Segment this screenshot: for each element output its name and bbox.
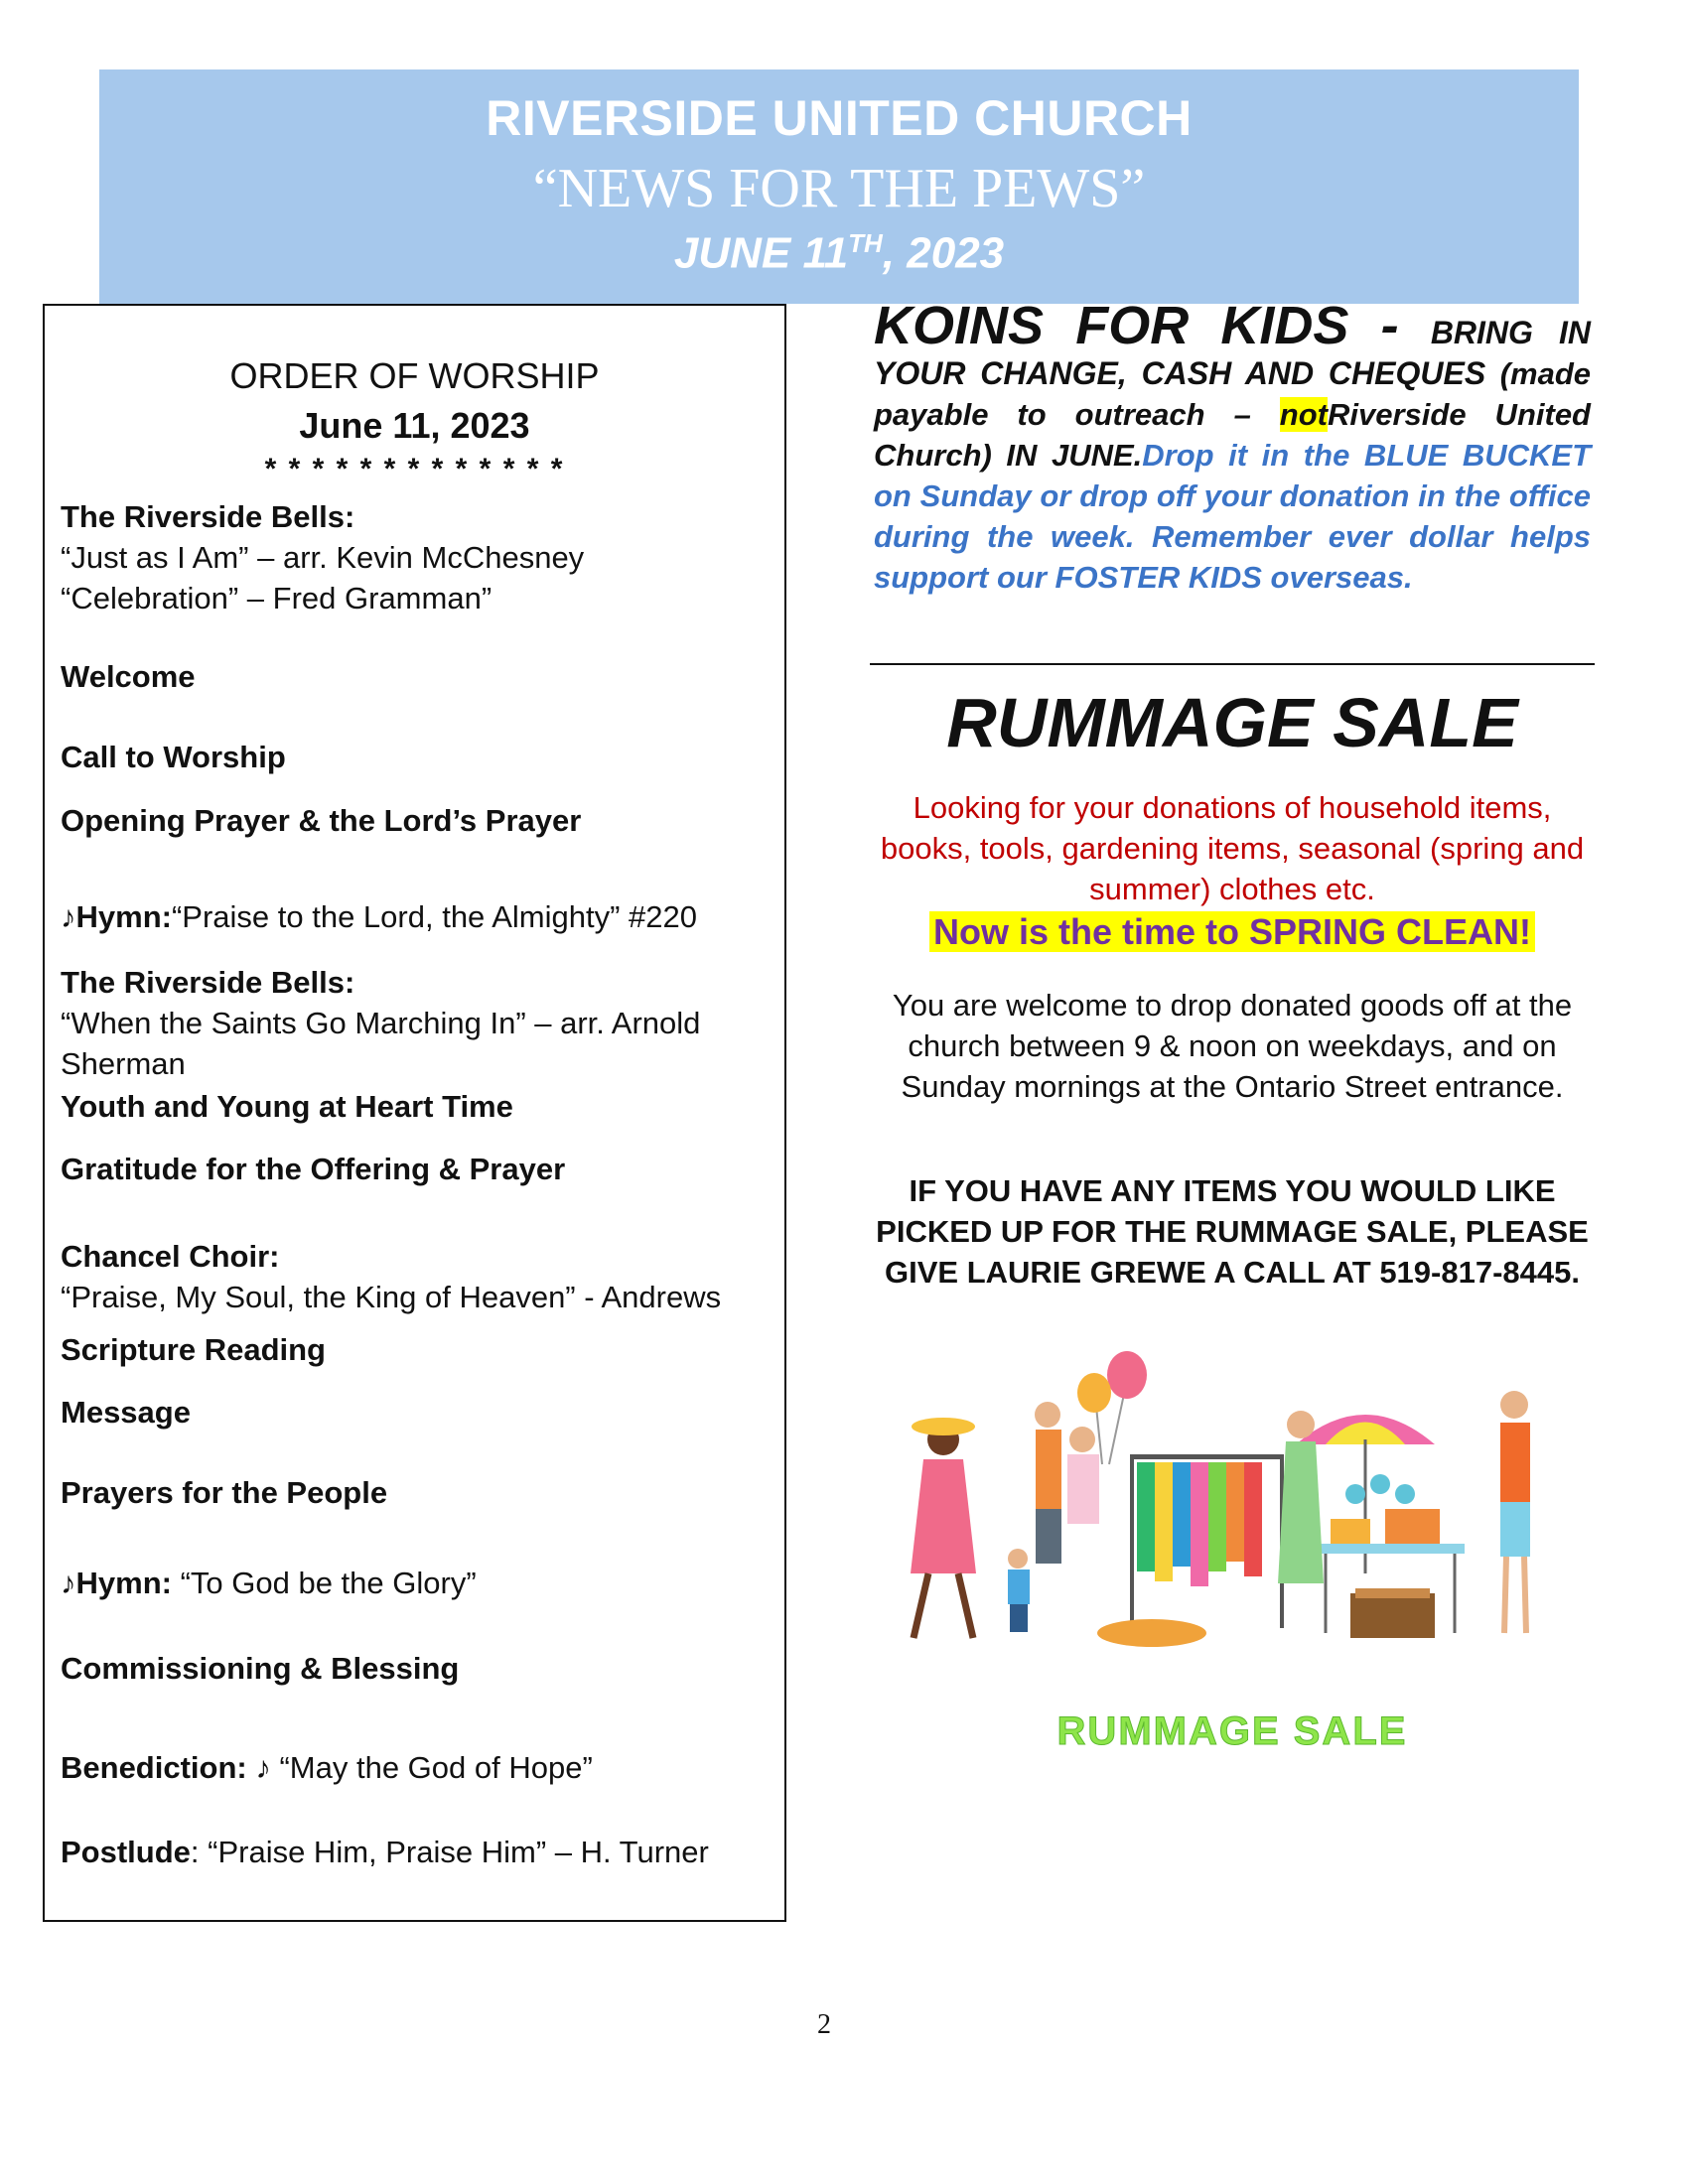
worship-item: Gratitude for the Offering & Prayer [61,1152,566,1186]
worship-item: Postlude: “Praise Him, Praise Him” – H. Turner [61,1835,709,1869]
rummage-donations-text: Looking for your donations of household items, books, tools, gardening items, seasonal (spring and summer) clothes etc. [880,790,1585,906]
rummage-sale-illustration [899,1345,1574,1693]
order-of-worship-date: June 11, 2023 [299,405,530,446]
newsletter-date: JUNE 11TH, 2023 [673,228,1005,278]
stars-divider: * * * * * * * * * * * * * [264,453,565,485]
worship-item: Message [61,1395,191,1430]
order-of-worship-box [43,304,786,1922]
church-name: RIVERSIDE UNITED CHURCH [486,90,1193,146]
koins-title: KOINS FOR KIDS - [874,296,1431,355]
music-note-icon: ♪ [61,1566,76,1600]
worship-item: The Riverside Bells: “When the Saints Go Marching In” – arr. Arnold Sherman [61,965,701,1081]
page-number: 2 [817,2009,831,2040]
order-of-worship-title: ORDER OF WORSHIP [229,355,600,396]
worship-item: Chancel Choir: “Praise, My Soul, the King of Heaven” - Andrews [61,1239,722,1314]
worship-item: Welcome [61,659,196,694]
worship-item: ♪Hymn:“Praise to the Lord, the Almighty” #220 [61,899,697,934]
rummage-pickup-text: IF YOU HAVE ANY ITEMS YOU WOULD LIKE PICKED UP FOR THE RUMMAGE SALE, PLEASE GIVE LAURIE GREWE A CALL AT 519-817-8445. [876,1173,1589,1290]
worship-item: Prayers for the People [61,1475,388,1510]
worship-item: Opening Prayer & the Lord’s Prayer [61,803,582,838]
spring-clean-highlight: Now is the time to SPRING CLEAN! [870,911,1595,953]
worship-item: Scripture Reading [61,1332,326,1367]
rummage-sale-caption: RUMMAGE SALE [1056,1709,1408,1753]
worship-item: Benediction: ♪ “May the God of Hope” [61,1750,593,1785]
rummage-sale-title: RUMMAGE SALE [946,684,1518,761]
newsletter-title: “NEWS FOR THE PEWS” [532,158,1146,219]
koins-for-kids-notice: KOINS FOR KIDS - BRING IN YOUR CHANGE, CASH AND CHEQUES (made payable to outreach – notRiverside United Church) IN JUNE.Drop it in the BLUE BUCKET on Sunday or drop off your donation in the office during the week. Remember ever dollar helps support our FOSTER KIDS overseas. [874,296,1592,595]
header-banner [99,69,1579,304]
worship-item: The Riverside Bells: “Just as I Am” – arr. Kevin McChesney “Celebration” – Fred Gramman” [61,499,585,615]
worship-item: Commissioning & Blessing [61,1651,460,1686]
music-note-icon: ♪ [246,1750,280,1785]
worship-item: Youth and Young at Heart Time [61,1089,513,1124]
music-note-icon: ♪ [61,899,76,934]
worship-item: Call to Worship [61,740,286,774]
section-divider [870,663,1595,665]
rummage-dropoff-text: You are welcome to drop donated goods off at the church between 9 & noon on weekdays, and on Sunday mornings at the Ontario Street entrance. [892,988,1573,1104]
worship-item: ♪Hymn: “To God be the Glory” [61,1566,477,1600]
